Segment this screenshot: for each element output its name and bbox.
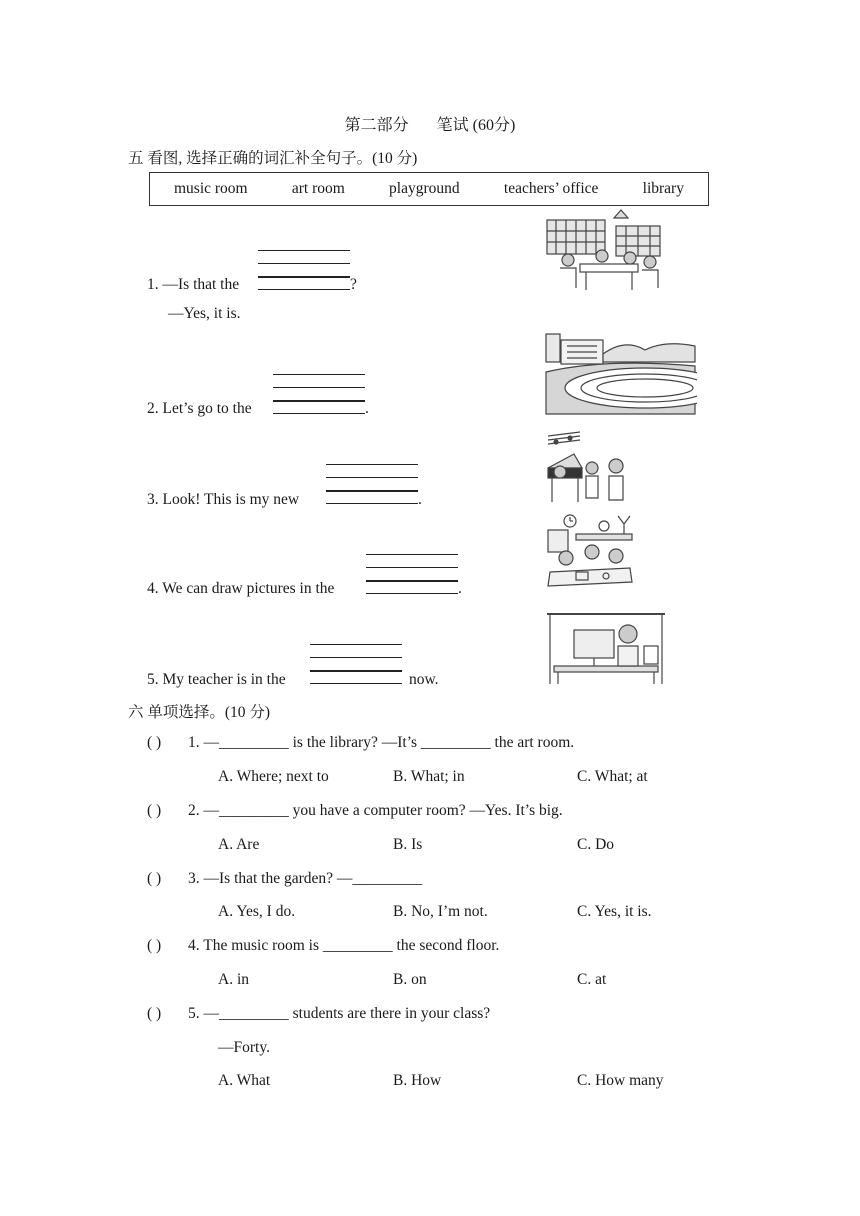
answer-paren[interactable]: ( ) xyxy=(147,937,162,954)
s6-q3-stem: 3. —Is that the garden? —_________ xyxy=(188,870,423,887)
word-bank-item: music room xyxy=(174,180,248,197)
answer-paren[interactable]: ( ) xyxy=(147,1005,162,1022)
section5-title: 五 看图, 选择正确的词汇补全句子。(10 分) xyxy=(128,150,418,167)
s6-q4-option-a[interactable]: A. in xyxy=(218,971,249,988)
s6-q5-option-c[interactable]: C. How many xyxy=(577,1072,664,1089)
s5-q2-blank[interactable] xyxy=(273,374,365,414)
s6-q3-option-a[interactable]: A. Yes, I do. xyxy=(218,903,296,920)
s6-q5-option-a[interactable]: A. What xyxy=(218,1072,271,1089)
s6-q5-reply: —Forty. xyxy=(218,1039,270,1056)
s6-q4-option-b[interactable]: B. on xyxy=(393,971,427,988)
s6-q1-stem: 1. —_________ is the library? —It’s _________ the art room. xyxy=(188,734,575,751)
s5-q2-punct: . xyxy=(365,400,369,417)
s6-q4-option-c[interactable]: C. at xyxy=(577,971,607,988)
s5-q5-punct: now. xyxy=(409,671,439,688)
answer-paren[interactable]: ( ) xyxy=(147,802,162,819)
s5-q3-punct: . xyxy=(418,491,422,508)
library-picture xyxy=(546,208,668,292)
s5-q4-blank[interactable] xyxy=(366,554,458,594)
s5-q4-punct: . xyxy=(458,580,462,597)
s6-q5-stem: 5. —_________ students are there in your class? xyxy=(188,1005,491,1022)
s5-q3-text: 3. Look! This is my new xyxy=(147,491,300,508)
s6-q5-option-b[interactable]: B. How xyxy=(393,1072,442,1089)
s5-q5-text: 5. My teacher is in the xyxy=(147,671,286,688)
art-room-picture xyxy=(546,512,634,592)
word-bank-item: teachers’ office xyxy=(503,180,599,197)
s5-q1-punct: ? xyxy=(350,276,357,293)
answer-paren[interactable]: ( ) xyxy=(147,870,162,887)
s6-q3-option-c[interactable]: C. Yes, it is. xyxy=(577,903,652,920)
s5-q2-text: 2. Let’s go to the xyxy=(147,400,252,417)
word-bank-item: art room xyxy=(291,180,345,197)
s6-q3-option-b[interactable]: B. No, I’m not. xyxy=(393,903,488,920)
word-bank-item: playground xyxy=(389,180,460,197)
teachers-office-picture xyxy=(546,612,666,686)
section-label: 笔试 (60分) xyxy=(436,117,516,134)
s6-q4-stem: 4. The music room is _________ the second floor. xyxy=(188,937,500,954)
s5-q5-blank[interactable] xyxy=(310,644,402,684)
page-title xyxy=(0,112,860,135)
s6-q1-option-b[interactable]: B. What; in xyxy=(393,768,465,785)
part-label: 第二部分 xyxy=(344,117,409,134)
s5-q1-blank[interactable] xyxy=(258,250,350,290)
s5-q1-text: 1. —Is that the xyxy=(147,276,240,293)
playground-picture xyxy=(545,332,697,416)
music-room-picture xyxy=(546,428,636,508)
s6-q2-stem: 2. —_________ you have a computer room? —Yes. It’s big. xyxy=(188,802,563,819)
s6-q1-option-c[interactable]: C. What; at xyxy=(577,768,648,785)
answer-paren[interactable]: ( ) xyxy=(147,734,162,751)
word-bank-item: library xyxy=(642,180,684,197)
s6-q2-option-b[interactable]: B. Is xyxy=(393,836,423,853)
s5-q4-text: 4. We can draw pictures in the xyxy=(147,580,335,597)
s5-q1-answer: —Yes, it is. xyxy=(168,305,241,322)
s5-q3-blank[interactable] xyxy=(326,464,418,504)
s6-q2-option-c[interactable]: C. Do xyxy=(577,836,615,853)
s6-q1-option-a[interactable]: A. Where; next to xyxy=(218,768,329,785)
section6-title: 六 单项选择。(10 分) xyxy=(128,704,271,721)
word-bank xyxy=(149,172,709,206)
s6-q2-option-a[interactable]: A. Are xyxy=(218,836,260,853)
